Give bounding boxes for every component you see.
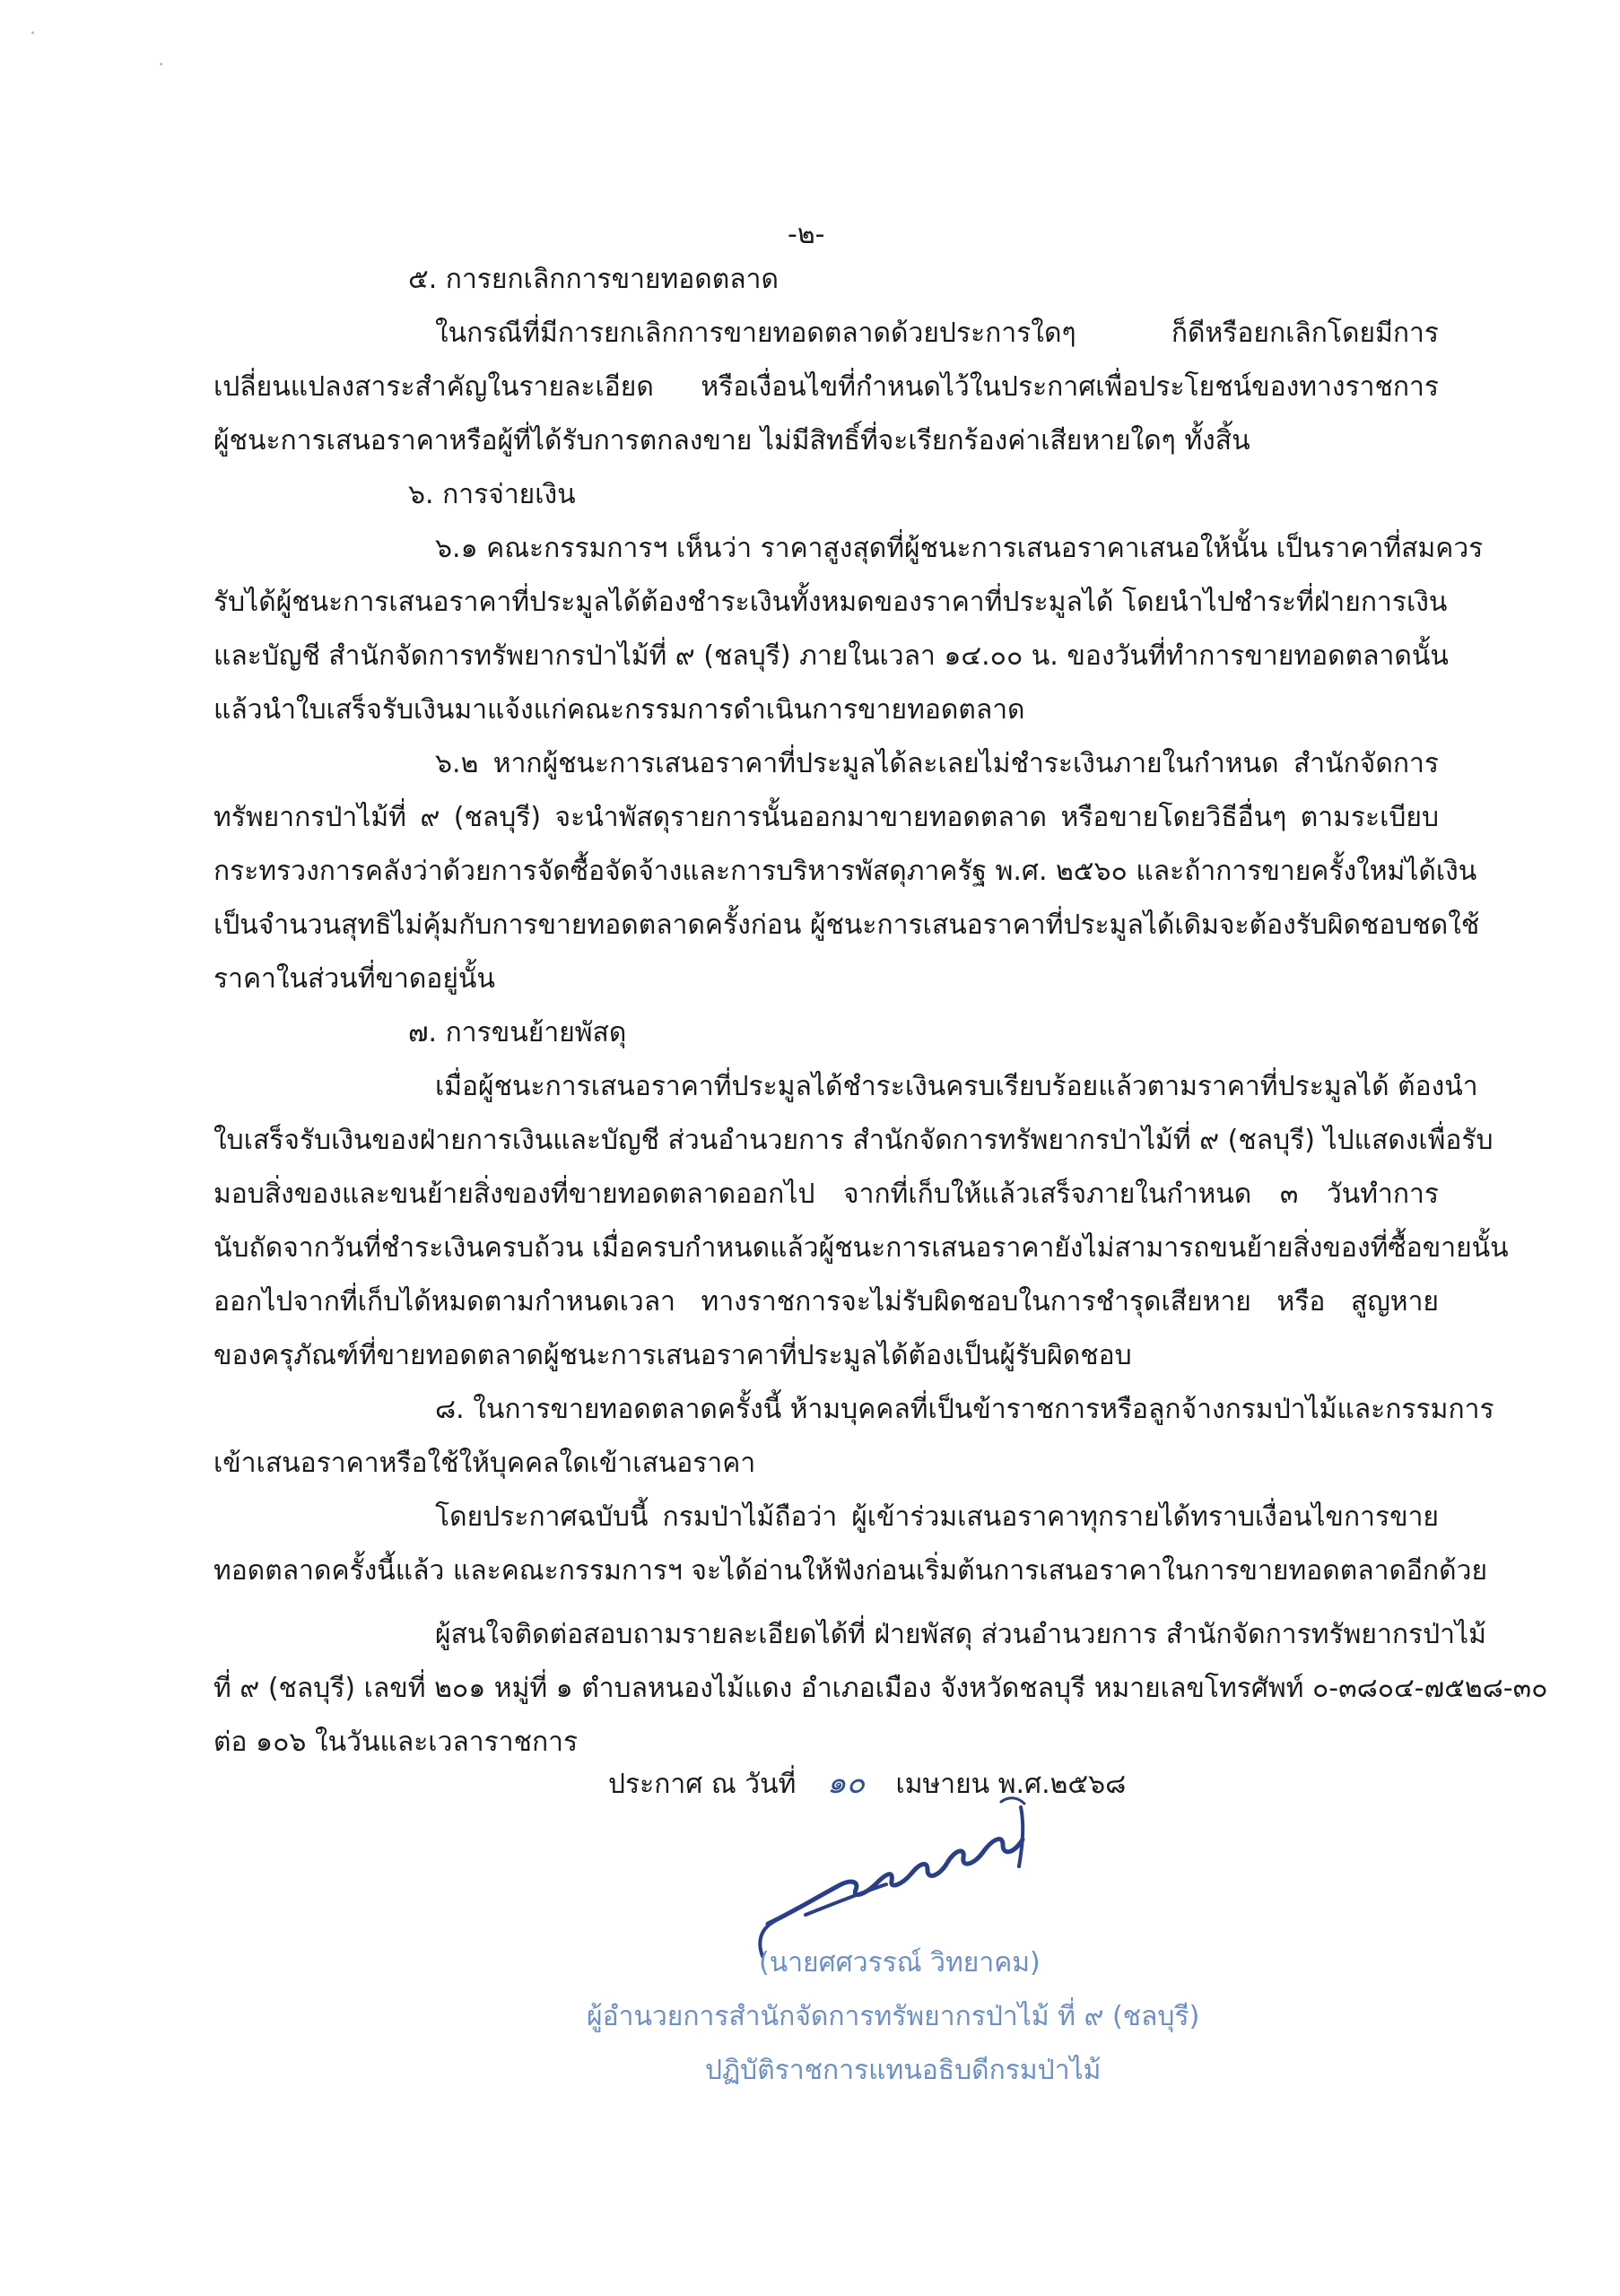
date-month-year: เมษายน พ.ศ.๒๕๖๘ <box>895 1769 1127 1800</box>
paragraph-line: กระทรวงการคลังว่าด้วยการจัดซื้อจัดจ้างและการบริหารพัสดุภาครัฐ พ.ศ. ๒๕๖๐ และถ้าการขายครั้งใหม่ได้เงิน <box>213 856 1477 887</box>
contact-line: ผู้สนใจติดต่อสอบถามรายละเอียดได้ที่ ฝ่ายพัสดุ ส่วนอำนวยการ สำนักจัดการทรัพยากรป่าไม้ <box>435 1619 1486 1650</box>
paragraph-line: ราคาในส่วนที่ขาดอยู่นั้น <box>213 963 495 995</box>
paragraph-line: เปลี่ยนแปลงสาระสำคัญในรายละเอียด หรือเงื่อนไขที่กำหนดไว้ในประกาศเพื่อประโยชน์ของทางราชการ <box>213 371 1439 403</box>
paragraph-line: มอบสิ่งของและขนย้ายสิ่งของที่ขายทอดตลาดออกไป จากที่เก็บให้แล้วเสร็จภายในกำหนด ๓ วันทำการ <box>213 1178 1439 1210</box>
paragraph-line: เข้าเสนอราคาหรือใช้ให้บุคคลใดเข้าเสนอราคา <box>213 1448 756 1479</box>
paragraph-line: ผู้ชนะการเสนอราคาหรือผู้ที่ได้รับการตกลงขาย ไม่มีสิทธิ์ที่จะเรียกร้องค่าเสียหายใดๆ ทั้งสิ้น <box>213 425 1250 457</box>
contact-line: ต่อ ๑๐๖ ในวันและเวลาราชการ <box>213 1726 579 1758</box>
paragraph-line: ของครุภัณฑ์ที่ขายทอดตลาดผู้ชนะการเสนอราคาที่ประมูลได้ต้องเป็นผู้รับผิดชอบ <box>213 1340 1132 1371</box>
paragraph-line: ๖.๑ คณะกรรมการฯ เห็นว่า ราคาสูงสุดที่ผู้ชนะการเสนอราคาเสนอให้นั้น เป็นราคาที่สมควร <box>435 533 1484 564</box>
section-heading: ๗. การขนย้ายพัสดุ <box>408 1017 627 1048</box>
paragraph-line: เป็นจำนวนสุทธิไม่คุ้มกับการขายทอดตลาดครั้งก่อน ผู้ชนะการเสนอราคาที่ประมูลได้เดิมจะต้องรับผิดชอบชดใช้ <box>213 909 1480 941</box>
scan-speck <box>160 63 162 65</box>
paragraph-line: ในกรณีที่มีการยกเลิกการขายทอดตลาดด้วยประการใดๆ ก็ดีหรือยกเลิกโดยมีการ <box>435 317 1439 349</box>
paragraph-line: ทรัพยากรป่าไม้ที่ ๙ (ชลบุรี) จะนำพัสดุรายการนั้นออกมาขายทอดตลาด หรือขายโดยวิธีอื่นๆ ตามระเบียบ <box>213 802 1439 833</box>
paragraph-line: โดยประกาศฉบับนี้ กรมป่าไม้ถือว่า ผู้เข้าร่วมเสนอราคาทุกรายได้ทราบเงื่อนไขการขาย <box>435 1501 1439 1533</box>
paragraph-line: ๖.๒ หากผู้ชนะการเสนอราคาที่ประมูลได้ละเลยไม่ชำระเงินภายในกำหนด สำนักจัดการ <box>435 748 1439 779</box>
signatory-acting: ปฏิบัติราชการแทนอธิบดีกรมป่าไม้ <box>705 2055 1102 2086</box>
paragraph-line: ๘. ในการขายทอดตลาดครั้งนี้ ห้ามบุคคลที่เป็นข้าราชการหรือลูกจ้างกรมป่าไม้และกรรมการ <box>435 1394 1494 1425</box>
paragraph-line: ใบเสร็จรับเงินของฝ่ายการเงินและบัญชี ส่วนอำนวยการ สำนักจัดการทรัพยากรป่าไม้ที่ ๙ (ชลบุรี) ไปแสดงเพื่อรับ <box>213 1125 1494 1156</box>
paragraph-line: และบัญชี สำนักจัดการทรัพยากรป่าไม้ที่ ๙ (ชลบุรี) ภายในเวลา ๑๔.๐๐ น. ของวันที่ทำการขายทอดตลาดนั้น <box>213 640 1449 672</box>
signatory-position: ผู้อำนวยการสำนักจัดการทรัพยากรป่าไม้ ที่ ๙ (ชลบุรี) <box>587 2001 1200 2032</box>
section-heading: ๕. การยกเลิกการขายทอดตลาด <box>408 264 779 295</box>
handwritten-signature <box>752 1780 1093 1969</box>
page-number: -๒- <box>788 219 825 250</box>
paragraph-line: รับได้ผู้ชนะการเสนอราคาที่ประมูลได้ต้องชำระเงินทั้งหมดของราคาที่ประมูลได้ โดยนำไปชำระที่ฝ่ายการเงิน <box>213 587 1448 618</box>
paragraph-line: เมื่อผู้ชนะการเสนอราคาที่ประมูลได้ชำระเงินครบเรียบร้อยแล้วตามราคาที่ประมูลได้ ต้องนำ <box>435 1071 1478 1102</box>
date-prefix: ประกาศ ณ วันที่ <box>608 1769 797 1800</box>
paragraph-line: ทอดตลาดครั้งนี้แล้ว และคณะกรรมการฯ จะได้อ่านให้ฟังก่อนเริ่มต้นการเสนอราคาในการขายทอดตลาดอีกด้วย <box>213 1555 1488 1587</box>
section-heading: ๖. การจ่ายเงิน <box>408 479 576 510</box>
paragraph-line: นับถัดจากวันที่ชำระเงินครบถ้วน เมื่อครบกำหนดแล้วผู้ชนะการเสนอราคายังไม่สามารถขนย้ายสิ่งของที่ซื้อขายนั้น <box>213 1232 1509 1264</box>
scan-speck <box>31 31 34 34</box>
contact-line: ที่ ๙ (ชลบุรี) เลขที่ ๒๐๑ หมู่ที่ ๑ ตำบลหนองไม้แดง อำเภอเมือง จังหวัดชลบุรี หมายเลขโทรศัพท์ ๐-๓๘๐๔-๗๕๒๘-๓๐ <box>213 1673 1548 1704</box>
paragraph-line: แล้วนำใบเสร็จรับเงินมาแจ้งแก่คณะกรรมการดำเนินการขายทอดตลาด <box>213 694 1025 726</box>
signatory-name: (นายศศวรรณ์ วิทยาคม) <box>759 1947 1041 1979</box>
date-day-handwritten: ๑๐ <box>826 1765 866 1801</box>
paragraph-line: ออกไปจากที่เก็บได้หมดตามกำหนดเวลา ทางราชการจะไม่รับผิดชอบในการชำรุดเสียหาย หรือ สูญหาย <box>213 1286 1439 1318</box>
